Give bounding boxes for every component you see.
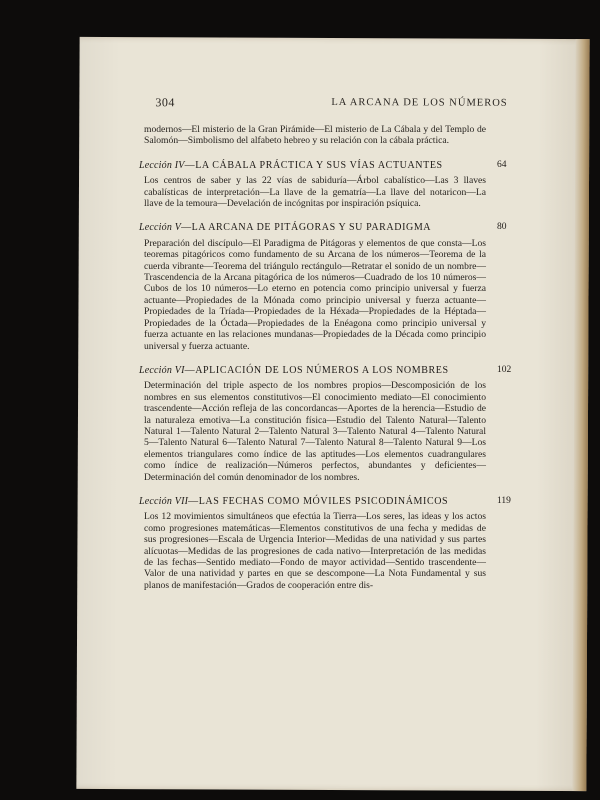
lesson-7-title: —LAS FECHAS COMO MÓVILES PSICODINÁMICOS: [188, 495, 449, 507]
table-of-contents: [139, 124, 512, 591]
lesson-6-text: Determinación del triple aspecto de los nombres propios—Descomposición de los nombres en sus elementos constitutivos—El conocimiento mediato—El conocimiento trascendente—Acción refleja de las concordancas—Aportes de la herencia—Estudio de la naturaleza emotiva—La constitución física—Estudio del Talento Natural—Talento Natural 1—Talento Natural 2—Talento Natural 3—Talento Natural 4—Talento Natural 5—Talento Natural 6—Talento Natural 7—Talento Natural 8—Talento Natural 9—Los elementos triangulares como índice de las aptitudes—Los elementos cuadrangulares como índice de realización—Números perfectos, abundantes y deficientes—Determinación del común denominador de los nombres.: [144, 380, 486, 483]
lesson-7-label: Lección VII: [139, 495, 189, 507]
intro-paragraph: modernos—El misterio de la Gran Pirámide—El misterio de La Cábala y del Templo de Salomón—Simbolismo del alfabeto hebreo y su relación con la cábala práctica.: [144, 124, 486, 147]
page-number: 304: [155, 95, 175, 110]
lesson-7-text: Los 12 movimientos simultáneos que efectúa la Tierra—Los seres, las ideas y los actos como progresiones matemáticas—Elementos constitutivos de una fecha y medidas de sus progresiones—Escala de Urgencia Interior—Medidas de una natividad y sus partes alícuotas—Medidas de las progresiones de cada nativo—Interpretación de las medidas de las fechas—Sentido mediato—Fondo de mayor actividad—Sentido trascendente—Valor de una natividad y partes en que se descompone—La Nota Fundamental y sus planos de manifestación—Grados de cooperación entre dis-: [144, 511, 486, 591]
lesson-4-label: Lección IV: [139, 159, 185, 171]
lesson-7-page: 119: [497, 495, 511, 506]
lesson-5-title: —LA ARCANA DE PITÁGORAS Y SU PARADIGMA: [181, 222, 432, 234]
lesson-6-title: —APLICACIÓN DE LOS NÚMEROS A LOS NOMBRES: [184, 364, 449, 376]
lesson-4-page: 64: [497, 159, 507, 170]
lesson-6-page: 102: [497, 364, 512, 375]
lesson-5-heading: [139, 222, 507, 234]
lesson-6-label: Lección VI: [139, 364, 185, 376]
page-edge: [572, 39, 589, 791]
lesson-4-heading: [139, 159, 507, 171]
lesson-5-page: 80: [497, 222, 507, 233]
running-title: LA ARCANA DE LOS NÚMEROS: [331, 96, 508, 109]
lesson-5-label: Lección V: [139, 222, 182, 234]
lesson-4-text: Los centros de saber y las 22 vías de sabiduría—Árbol cabalístico—Las 3 llaves cabalísticas de interpretación—La llave de la gematría—La llave del notaricon—La llave de la temoura—Develación de incógnitas por inspiración psíquica.: [144, 175, 486, 210]
running-header: [155, 95, 575, 113]
lesson-4-title: —LA CÁBALA PRÁCTICA Y SUS VÍAS ACTUANTES: [184, 159, 443, 171]
lesson-5-text: Preparación del discípulo—El Paradigma de Pitágoras y elementos de que consta—Los teoremas pitagóricos como fundamento de su Arcana de los números—Teorema de la cuerda vibrante—Teorema del triángulo rectángulo—Retratar el sonido de un nombre—Trascendencia de la Arcana pitagórica de los números—Cuadrado de los 10 números—Cubos de los 10 números—Lo eterno en potencia como principio universal y fuerza actuante—Propiedades de la Mónada como principio universal y fuerza actuante—Propiedades de la Tríada—Propiedades de la Héxada—Propiedades de la Héptada—Propiedades de la Óctada—Propiedades de la Enéagona como principio universal y fuerza actuante en las relaciones mundanas—Propiedades de la Década como principio universal y fuerza actuante.: [144, 237, 486, 352]
lesson-6-heading: [139, 364, 512, 376]
lesson-7-heading: [139, 495, 511, 507]
